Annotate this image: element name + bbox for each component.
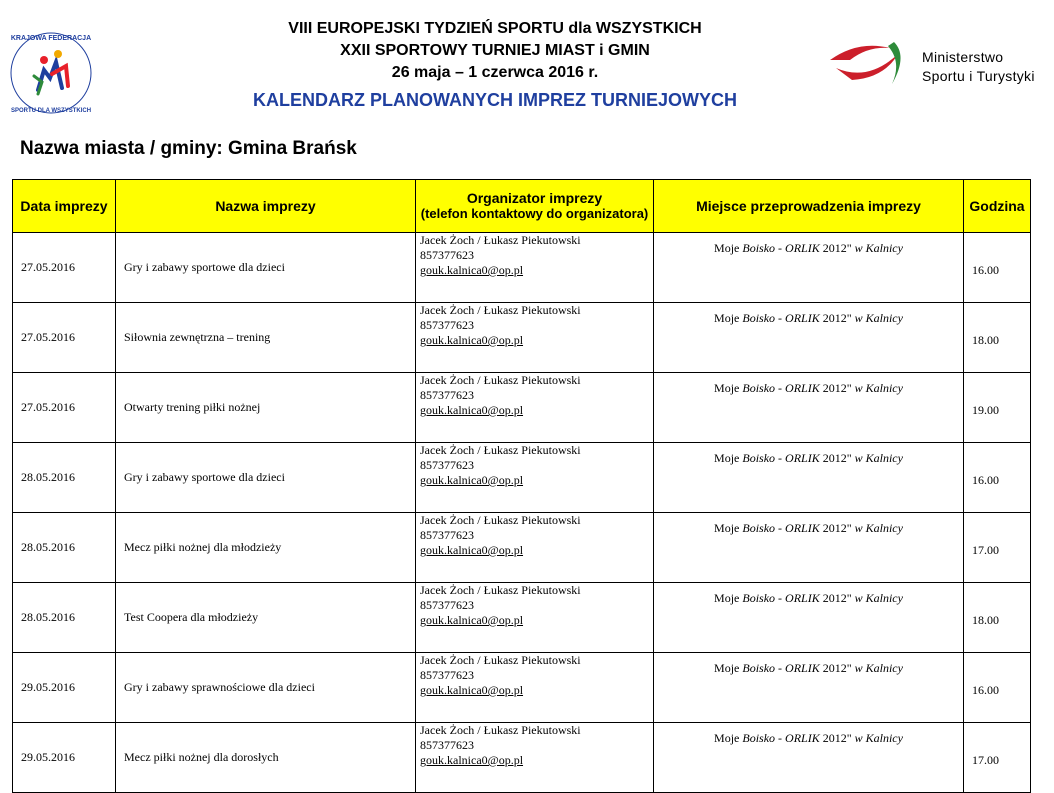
place-part-4: w Kalnicy xyxy=(854,311,903,325)
organizer-email-link[interactable]: gouk.kalnica0@op.pl xyxy=(420,543,524,557)
organizer-phone: 857377623 xyxy=(420,738,474,752)
cell-date: 29.05.2016 xyxy=(13,723,116,793)
cell-hour: 16.00 xyxy=(964,653,1031,723)
place-part-1: Moje xyxy=(714,451,740,465)
cell-place xyxy=(654,443,964,513)
cell-event-name: Mecz piłki nożnej dla młodzieży xyxy=(116,513,416,583)
header-organizer-sub: (telefon kontaktowy do organizatora) xyxy=(420,206,649,221)
ministry-line-1: Ministerstwo xyxy=(922,49,1004,65)
organizer-name: Jacek Żoch / Łukasz Piekutowski xyxy=(420,513,581,527)
organizer-name: Jacek Żoch / Łukasz Piekutowski xyxy=(420,653,581,667)
place-part-2: Boisko - ORLIK xyxy=(742,521,820,535)
cell-place xyxy=(654,723,964,793)
organizer-name: Jacek Żoch / Łukasz Piekutowski xyxy=(420,583,581,597)
place-part-3: 2012" xyxy=(822,241,852,255)
cell-hour: 17.00 xyxy=(964,723,1031,793)
organizer-email-link[interactable]: gouk.kalnica0@op.pl xyxy=(420,683,524,697)
cell-hour: 17.00 xyxy=(964,513,1031,583)
cell-date: 27.05.2016 xyxy=(13,373,116,443)
organizer-phone: 857377623 xyxy=(420,458,474,472)
organizer-name: Jacek Żoch / Łukasz Piekutowski xyxy=(420,233,581,247)
organizer-email-link[interactable]: gouk.kalnica0@op.pl xyxy=(420,333,524,347)
organizer-email-link[interactable]: gouk.kalnica0@op.pl xyxy=(420,403,524,417)
federation-logo-text: KRAJOWA FEDERACJA xyxy=(10,35,92,42)
cell-place xyxy=(654,653,964,723)
header-organizer xyxy=(416,180,654,233)
cell-organizer xyxy=(416,303,654,373)
place-part-1: Moje xyxy=(714,381,740,395)
cell-place xyxy=(654,303,964,373)
header-place: Miejsce przeprowadzenia imprezy xyxy=(654,180,964,233)
place-part-1: Moje xyxy=(714,241,740,255)
cell-place xyxy=(654,233,964,303)
table-row xyxy=(13,583,1031,653)
cell-date: 28.05.2016 xyxy=(13,583,116,653)
place-part-4: w Kalnicy xyxy=(854,451,903,465)
cell-hour: 18.00 xyxy=(964,583,1031,653)
place-part-3: 2012" xyxy=(822,451,852,465)
cell-organizer xyxy=(416,513,654,583)
cell-place xyxy=(654,583,964,653)
place-part-4: w Kalnicy xyxy=(854,241,903,255)
organizer-email-link[interactable]: gouk.kalnica0@op.pl xyxy=(420,613,524,627)
cell-date: 27.05.2016 xyxy=(13,233,116,303)
place-part-1: Moje xyxy=(714,521,740,535)
place-part-1: Moje xyxy=(714,311,740,325)
place-part-3: 2012" xyxy=(822,731,852,745)
organizer-phone: 857377623 xyxy=(420,598,474,612)
table-row xyxy=(13,373,1031,443)
place-part-3: 2012" xyxy=(822,521,852,535)
cell-place xyxy=(654,513,964,583)
table-row xyxy=(13,443,1031,513)
organizer-name: Jacek Żoch / Łukasz Piekutowski xyxy=(420,303,581,317)
organizer-phone: 857377623 xyxy=(420,388,474,402)
svg-text:SPORTU DLA WSZYSTKICH: SPORTU DLA WSZYSTKICH xyxy=(10,108,92,114)
header-name: Nazwa imprezy xyxy=(116,180,416,233)
cell-event-name: Gry i zabawy sportowe dla dzieci xyxy=(116,443,416,513)
ministry-line-2: Sportu i Turystyki xyxy=(922,68,1035,84)
cell-organizer xyxy=(416,443,654,513)
ministry-logo xyxy=(828,38,1054,90)
organizer-phone: 857377623 xyxy=(420,318,474,332)
header-hour: Godzina xyxy=(964,180,1031,233)
organizer-email-link[interactable]: gouk.kalnica0@op.pl xyxy=(420,473,524,487)
table-row xyxy=(13,233,1031,303)
place-part-2: Boisko - ORLIK xyxy=(742,451,820,465)
cell-hour: 18.00 xyxy=(964,303,1031,373)
place-part-4: w Kalnicy xyxy=(854,591,903,605)
cell-event-name: Otwarty trening piłki nożnej xyxy=(116,373,416,443)
cell-organizer xyxy=(416,583,654,653)
organizer-name: Jacek Żoch / Łukasz Piekutowski xyxy=(420,723,581,737)
place-part-2: Boisko - ORLIK xyxy=(742,661,820,675)
cell-organizer xyxy=(416,723,654,793)
place-part-2: Boisko - ORLIK xyxy=(742,381,820,395)
place-part-4: w Kalnicy xyxy=(854,381,903,395)
place-part-3: 2012" xyxy=(822,311,852,325)
place-part-1: Moje xyxy=(714,731,740,745)
cell-date: 27.05.2016 xyxy=(13,303,116,373)
header-line-1: VIII EUROPEJSKI TYDZIEŃ SPORTU dla WSZYSTKICH xyxy=(288,20,702,37)
cell-organizer xyxy=(416,233,654,303)
cell-hour: 16.00 xyxy=(964,443,1031,513)
place-part-2: Boisko - ORLIK xyxy=(742,731,820,745)
document-header xyxy=(150,18,840,111)
place-part-1: Moje xyxy=(714,661,740,675)
organizer-email-link[interactable]: gouk.kalnica0@op.pl xyxy=(420,263,524,277)
cell-date: 28.05.2016 xyxy=(13,513,116,583)
events-table xyxy=(12,179,1031,793)
cell-event-name: Gry i zabawy sprawnościowe dla dzieci xyxy=(116,653,416,723)
place-part-4: w Kalnicy xyxy=(854,731,903,745)
header-line-3: 26 maja – 1 czerwca 2016 r. xyxy=(391,64,599,81)
cell-hour: 16.00 xyxy=(964,233,1031,303)
table-row xyxy=(13,653,1031,723)
place-part-4: w Kalnicy xyxy=(854,521,903,535)
cell-event-name: Gry i zabawy sportowe dla dzieci xyxy=(116,233,416,303)
place-part-2: Boisko - ORLIK xyxy=(742,311,820,325)
cell-place xyxy=(654,373,964,443)
place-part-3: 2012" xyxy=(822,661,852,675)
header-date: Data imprezy xyxy=(13,180,116,233)
cell-date: 29.05.2016 xyxy=(13,653,116,723)
place-part-3: 2012" xyxy=(822,591,852,605)
cell-hour: 19.00 xyxy=(964,373,1031,443)
cell-event-name: Test Coopera dla młodzieży xyxy=(116,583,416,653)
table-row xyxy=(13,513,1031,583)
place-part-2: Boisko - ORLIK xyxy=(742,241,820,255)
organizer-phone: 857377623 xyxy=(420,248,474,262)
place-part-2: Boisko - ORLIK xyxy=(742,591,820,605)
organizer-name: Jacek Żoch / Łukasz Piekutowski xyxy=(420,443,581,457)
place-part-3: 2012" xyxy=(822,381,852,395)
organizer-email-link[interactable]: gouk.kalnica0@op.pl xyxy=(420,753,524,767)
place-part-4: w Kalnicy xyxy=(854,661,903,675)
federation-logo xyxy=(8,30,94,116)
header-organizer-title: Organizator imprezy xyxy=(466,190,603,206)
place-part-1: Moje xyxy=(714,591,740,605)
organizer-name: Jacek Żoch / Łukasz Piekutowski xyxy=(420,373,581,387)
table-row xyxy=(13,303,1031,373)
cell-event-name: Siłownia zewnętrzna – trening xyxy=(116,303,416,373)
cell-organizer xyxy=(416,373,654,443)
header-line-2: XXII SPORTOWY TURNIEJ MIAST i GMIN xyxy=(340,42,650,59)
cell-event-name: Mecz piłki nożnej dla dorosłych xyxy=(116,723,416,793)
city-label: Nazwa miasta / gminy: Gmina Brańsk xyxy=(20,138,357,159)
table-header-row xyxy=(13,180,1031,233)
organizer-phone: 857377623 xyxy=(420,528,474,542)
cell-organizer xyxy=(416,653,654,723)
cell-date: 28.05.2016 xyxy=(13,443,116,513)
table-row xyxy=(13,723,1031,793)
organizer-phone: 857377623 xyxy=(420,668,474,682)
ministry-swoosh-icon xyxy=(828,38,914,90)
document-subtitle: KALENDARZ PLANOWANYCH IMPREZ TURNIEJOWYCH xyxy=(253,90,737,110)
